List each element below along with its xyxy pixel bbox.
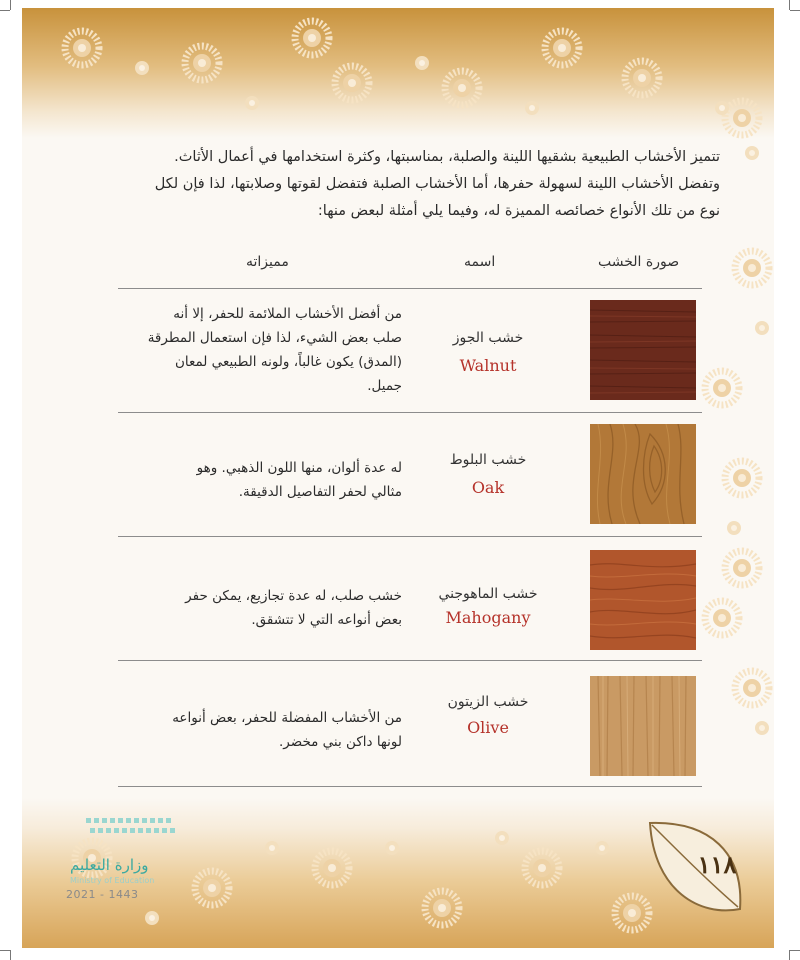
column-header-name: اسمه [464, 254, 496, 270]
wood-description [140, 456, 402, 504]
crop-mark [790, 10, 800, 11]
description-line: له عدة ألوان، منها اللون الذهبي. وهو [196, 460, 402, 476]
ministry-name-english: Ministry of Education [70, 876, 155, 885]
olive-wood-image [590, 676, 696, 776]
intro-line: تتميز الأخشاب الطبيعية بشقيها اللينة والصلبة، بمناسبتها، وكثرة استخدامها في أعمال الأثاث. [174, 149, 720, 165]
description-line: جميل. [367, 378, 402, 394]
crop-mark [0, 950, 10, 951]
wood-name-arabic: خشب الجوز [452, 330, 524, 346]
description-line: مثالي لحفر التفاصيل الدقيقة. [238, 484, 402, 500]
table-row [118, 412, 702, 536]
ministry-name-arabic: وزارة التعليم [70, 856, 149, 874]
crop-mark [789, 0, 790, 10]
intro-paragraph [80, 144, 720, 225]
description-line: خشب صلب، له عدة تجازيع، يمكن حفر [185, 588, 402, 604]
crop-mark [0, 10, 10, 11]
description-line: من الأخشاب المفضلة للحفر، بعض أنواعه [172, 710, 402, 726]
table-row [118, 288, 702, 412]
wood-name-english: Walnut [459, 356, 517, 375]
table-row [118, 660, 702, 786]
edition-year: 2021 - 1443 [66, 888, 139, 901]
page-number: ١١٨ [697, 850, 737, 879]
crop-mark [789, 950, 790, 960]
walnut-wood-image [590, 300, 696, 400]
wood-name-english: Oak [471, 478, 505, 497]
description-line: (المدق) يكون غالباً، ولونه الطبيعي لمعان [174, 354, 402, 370]
wood-description [140, 302, 402, 398]
wood-name-arabic: خشب الزيتون [447, 694, 529, 710]
ministry-logo-icon [84, 814, 180, 840]
wood-name-arabic: خشب الماهوجني [438, 586, 538, 602]
crop-mark [790, 950, 800, 951]
column-header-image: صورة الخشب [598, 254, 680, 270]
oak-wood-image [590, 424, 696, 524]
table-row [118, 536, 702, 660]
column-header-features: مميزاته [246, 254, 289, 270]
mahogany-wood-image [590, 550, 696, 650]
wood-name-english: Olive [467, 718, 509, 737]
wood-description [140, 706, 402, 754]
wood-name-english: Mahogany [445, 608, 531, 627]
description-line: لونها داكن بني مخضر. [279, 734, 402, 750]
description-line: صلب بعض الشيء، لذا فإن استعمال المطرقة [147, 330, 402, 346]
crop-mark [10, 0, 11, 10]
description-line: بعض أنواعه التي لا تتشقق. [251, 612, 402, 628]
wood-name-arabic: خشب البلوط [449, 452, 527, 468]
table-rule [118, 786, 702, 787]
intro-line: وتفضل الأخشاب اللينة لسهولة حفرها، أما الأخشاب الصلبة فتفضل لقوتها وصلابتها، لذا فإن لكل [154, 176, 720, 192]
crop-mark [10, 950, 11, 960]
intro-line: نوع من تلك الأنواع خصائصه المميزة له، وفيما يلي أمثلة لبعض منها: [317, 203, 720, 219]
description-line: من أفضل الأخشاب الملائمة للحفر، إلا أنه [173, 306, 402, 322]
wood-description [140, 584, 402, 632]
